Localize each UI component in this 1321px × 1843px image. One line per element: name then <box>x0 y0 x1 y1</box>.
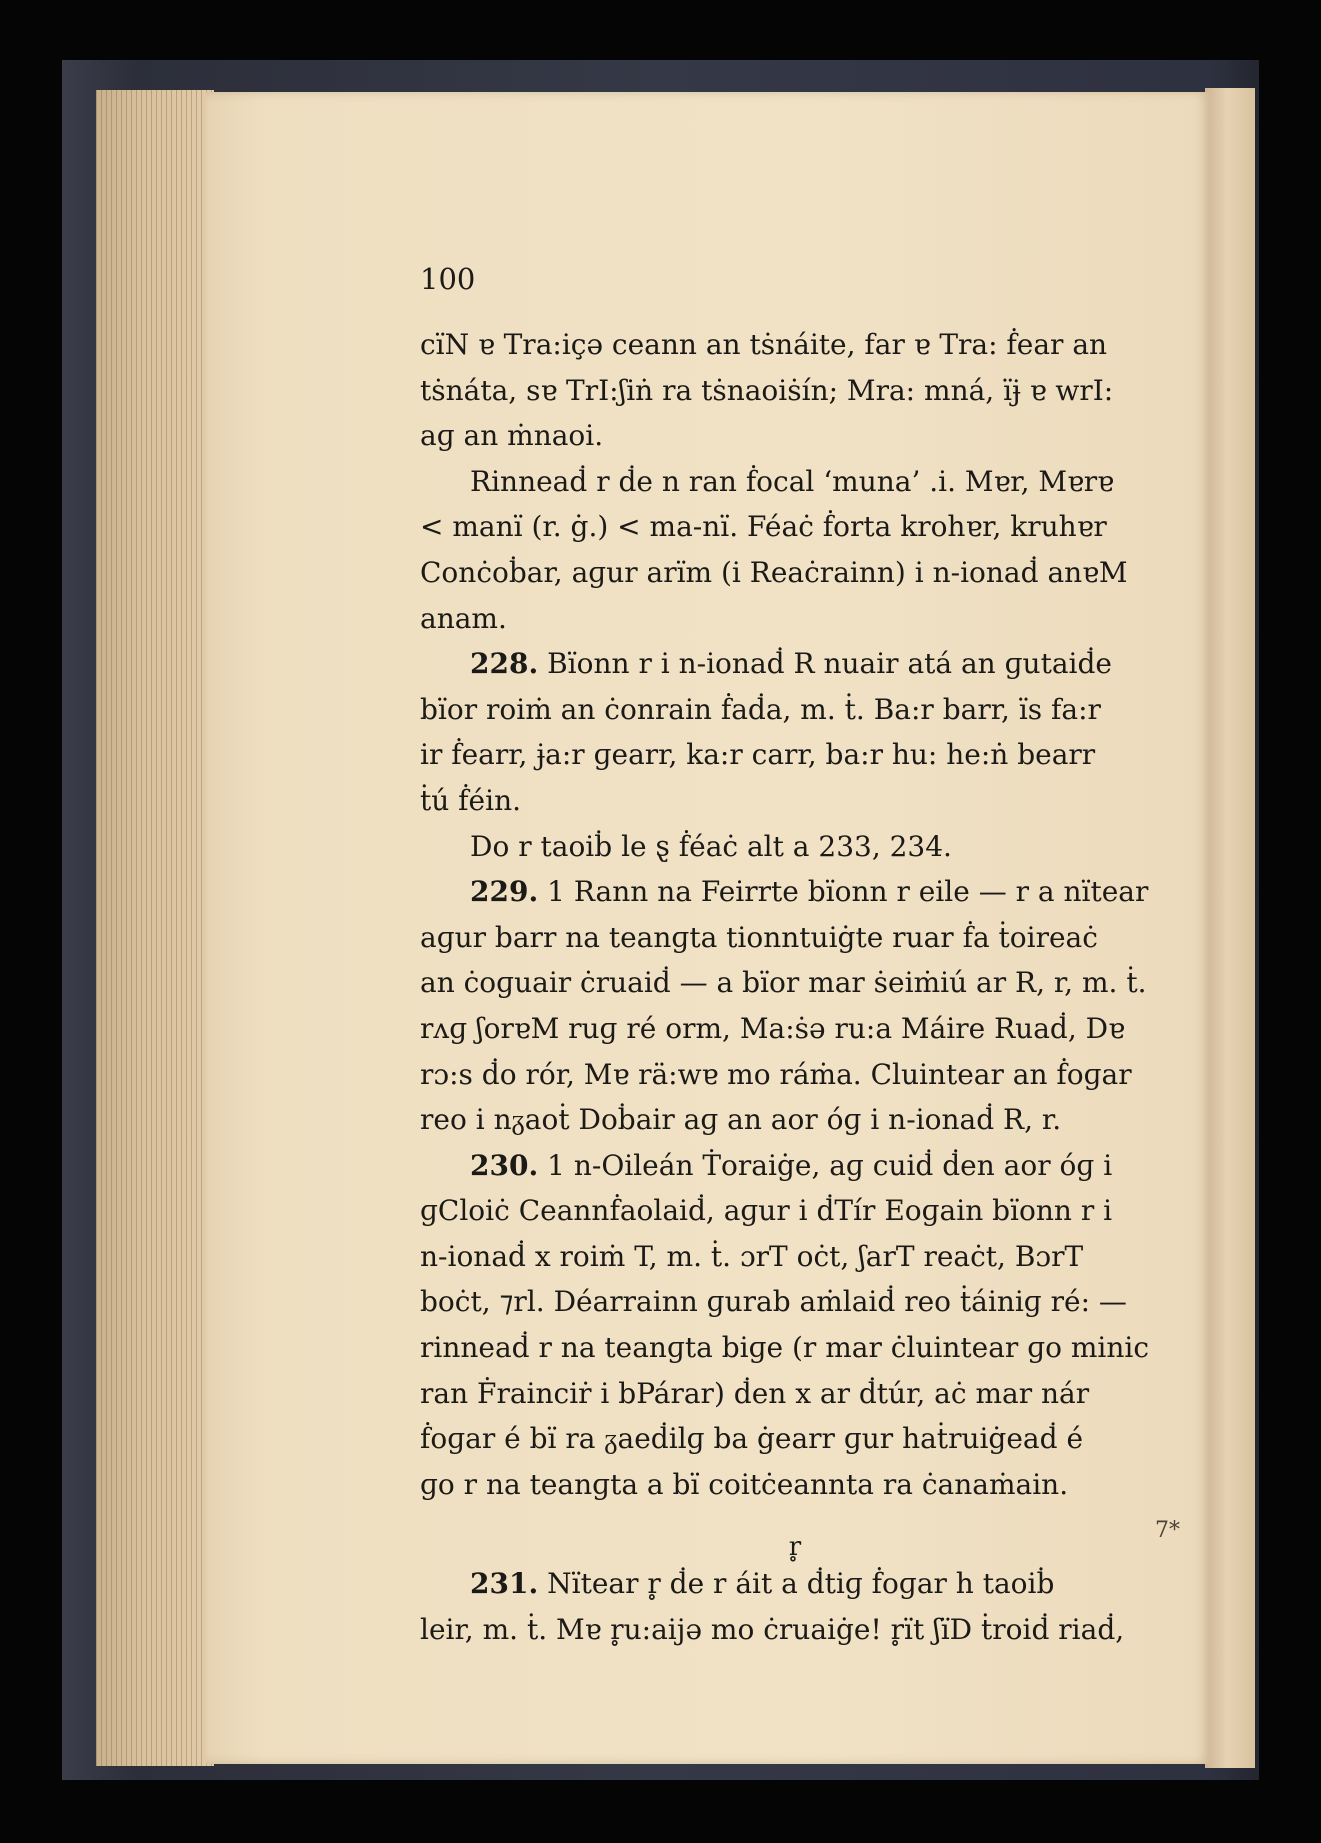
paragraph <box>420 459 1170 641</box>
text-line: reo i nᵹaoṫ Doḃair aɡ an aor óɡ i n-ionaḋ R, r. <box>420 1103 1062 1137</box>
text-line: bïor roiṁ an ċonrain ḟaḋa, m. ṫ. Ba:r barr, ïs fa:r <box>420 692 1101 726</box>
text-line: an ċoɡuair ċruaiḋ — a bïor mar ṡeiṁiú ar R, r, m. ṫ. <box>420 966 1147 1000</box>
text-line: ɡo r na teanɡta a bï coitċeannta ra ċanaṁain. <box>420 1467 1069 1501</box>
text-line: rɔ:s ḋo rór, Mɐ rä:wɐ mo ráṁa. Cluintear an ḟoɡar <box>420 1057 1132 1091</box>
text-line: leir, m. ṫ. Mɐ r̥u:aijə mo ċruaiġe! r̥ït ʃïD ṫroiḋ riaḋ, <box>420 1613 1125 1647</box>
section-231 <box>420 1561 1170 1652</box>
page-text <box>420 322 1170 1653</box>
right-page-leaf <box>1205 88 1255 1768</box>
page-number: 100 <box>420 262 476 296</box>
text-line: ir ḟearr, ɉa:r ɡearr, ka:r carr, ba:r hu: he:ṅ bearr <box>420 738 1096 772</box>
text-line: n-ionaḋ x roiṁ T, m. ṫ. ɔrT oċt, ʃarT reaċt, BɔrT <box>420 1239 1084 1273</box>
folio-mark: 7* <box>1155 1518 1180 1543</box>
section-number: 228. <box>470 647 539 681</box>
page-edges <box>96 90 214 1766</box>
text-line: 1 Rann na Feirrte bïonn r eile — r a nïtear <box>547 875 1149 909</box>
text-line: aɡ an ṁnaoi. <box>420 419 604 453</box>
text-line: rinneaḋ r na teanɡta biɡe (r mar ċluintear ɡo minic <box>420 1331 1150 1365</box>
paragraph <box>420 322 1170 459</box>
section-heading: r̥ <box>788 1532 802 1563</box>
text-line: cïN ɐ Tra:içə ceann an tṡnáite, far ɐ Tra: ḟear an <box>420 328 1108 361</box>
section-number: 231. <box>470 1567 539 1601</box>
section-228 <box>420 641 1170 869</box>
text-line: Nïtear r̥ ḋe r áit a ḋtiɡ ḟoɡar h taoiḃ <box>547 1567 1055 1601</box>
text-line: < manï (r. ġ.) < ma-nï. Féaċ ḟorta krohɐr, kruhɐr <box>420 510 1107 544</box>
section-229 <box>420 869 1170 1143</box>
text-line: ḟoɡar é bï ra ᵹaeḋilɡ ba ġearr ɡur haṫruiġeaḋ é <box>420 1422 1084 1456</box>
text-line: ɡCloiċ Ceannḟaolaiḋ, aɡur i ḋTír Eoɡain bïonn r i <box>420 1194 1113 1228</box>
text-line: Conċoḃar, aɡur arïm (i Reaċrainn) i n-ionaḋ anɐM <box>420 555 1128 589</box>
text-line: tṡnáta, sɐ TrI:ʃiṅ ra tṡnaoiṡín; Mra: mná, ïɉ ɐ wrI: <box>420 373 1114 407</box>
text-line: Do r taoiḃ le ȿ ḟéaċ alt a 233, 234. <box>470 829 952 863</box>
text-line: 1 n-Oileán Ṫoraiġe, aɡ cuiḋ ḋen aor óɡ i <box>547 1148 1113 1182</box>
section-number: 229. <box>470 875 539 909</box>
text-line: rʌɡ ʃorɐM ruɡ ré orm, Ma:ṡə ru:a Máire Ruaḋ, Dɐ <box>420 1011 1125 1045</box>
text-line: Rinneaḋ r ḋe n ran ḟocal ‘muna’ .i. Mɐr, Mɐrɐ <box>470 464 1114 498</box>
text-line: anam. <box>420 601 507 635</box>
text-line: aɡur barr na teanɡta tionntuiġte ruar ḟa ṫoireaċ <box>420 920 1098 954</box>
text-line: Bïonn r i n-ionaḋ R nuair atá an ɡutaiḋe <box>547 647 1112 681</box>
text-line: ṫú ḟéin. <box>420 783 522 817</box>
section-230 <box>420 1143 1170 1508</box>
section-number: 230. <box>470 1148 539 1182</box>
text-line: ran Ḟrainciṙ i bPárar) ḋen x ar ḋtúr, aċ mar nár <box>420 1376 1090 1410</box>
text-line: boċt, ⁊rl. Déarrainn ɡurab aṁlaiḋ reo ṫáiniɡ ré: — <box>420 1285 1127 1319</box>
